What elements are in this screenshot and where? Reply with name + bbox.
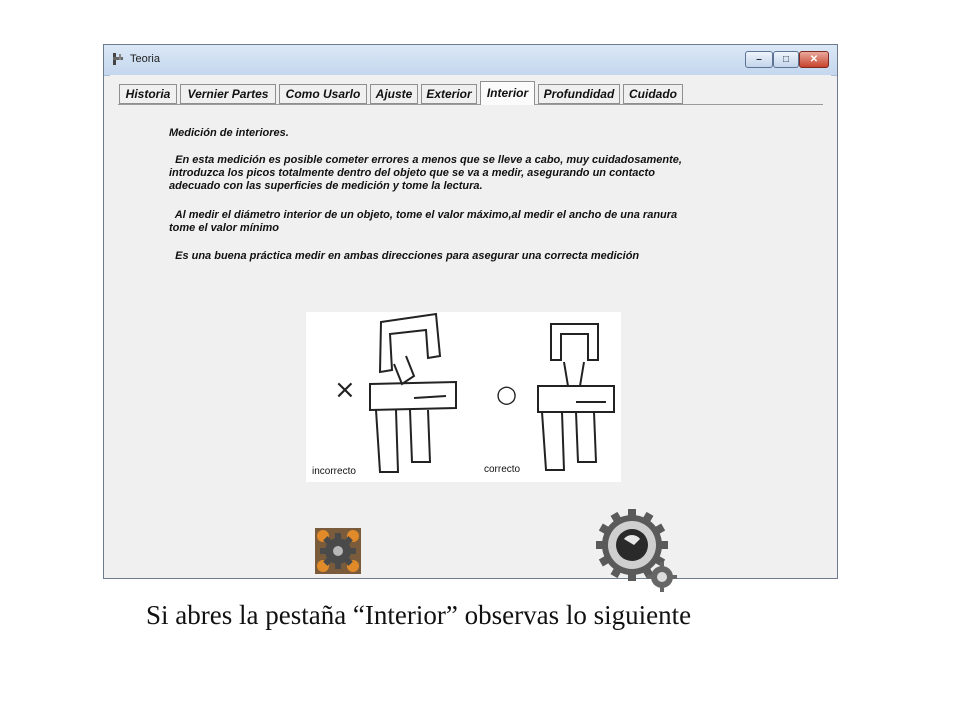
- correct-label: correcto: [484, 464, 521, 475]
- paragraph-1-line-1: En esta medición es posible cometer errores a menos que se lleve a cabo, muy cuidadosamente,: [169, 154, 682, 166]
- incorrect-mark: ×: [334, 375, 356, 405]
- interior-tab-panel: [118, 104, 823, 563]
- close-button[interactable]: [799, 51, 829, 68]
- gear-button-icon[interactable]: [315, 528, 361, 574]
- teoria-window: [103, 44, 838, 579]
- tab-interior[interactable]: Interior: [480, 81, 535, 105]
- close-icon: ✕: [809, 54, 819, 65]
- interior-measurement-figure: [306, 312, 621, 482]
- slide-caption: Si abres la pestaña “Interior” observas lo siguiente: [146, 600, 692, 630]
- caliper-icon: [111, 52, 125, 66]
- maximize-icon: □: [782, 54, 790, 65]
- tab-profundidad[interactable]: Profundidad: [538, 84, 620, 104]
- paragraph-1-line-2: introduzca los picos totalmente dentro del objeto que se va a medir, asegurando un contacto: [169, 167, 655, 179]
- paragraph-1-line-3: adecuado con las superficies de medición y tome la lectura.: [169, 180, 483, 192]
- tab-cuidado[interactable]: Cuidado: [623, 84, 683, 104]
- paragraph-2-line-2: tome el valor mínimo: [169, 222, 280, 234]
- minimize-icon: –: [756, 54, 762, 65]
- tab-ajuste[interactable]: Ajuste: [370, 84, 418, 104]
- maximize-button[interactable]: [773, 51, 799, 68]
- correct-mark: ○: [496, 380, 517, 408]
- tab-historia[interactable]: Historia: [119, 84, 177, 104]
- title-bar[interactable]: [104, 45, 837, 76]
- gear-logo-icon[interactable]: [594, 507, 678, 595]
- tab-exterior[interactable]: Exterior: [421, 84, 477, 104]
- section-heading: Medición de interiores.: [169, 127, 289, 139]
- client-area: [110, 75, 831, 570]
- paragraph-3: Es una buena práctica medir en ambas direcciones para asegurar una correcta medición: [169, 250, 640, 262]
- tab-vernier-partes[interactable]: Vernier Partes: [180, 84, 276, 104]
- incorrect-label: incorrecto: [312, 466, 356, 477]
- paragraph-2-line-1: Al medir el diámetro interior de un objeto, tome el valor máximo,al medir el ancho de una ranura: [169, 209, 678, 221]
- caliper-illustration: [306, 312, 621, 482]
- minimize-button[interactable]: [745, 51, 773, 68]
- window-title: Teoria: [130, 53, 160, 65]
- tab-como-usarlo[interactable]: Como Usarlo: [279, 84, 367, 104]
